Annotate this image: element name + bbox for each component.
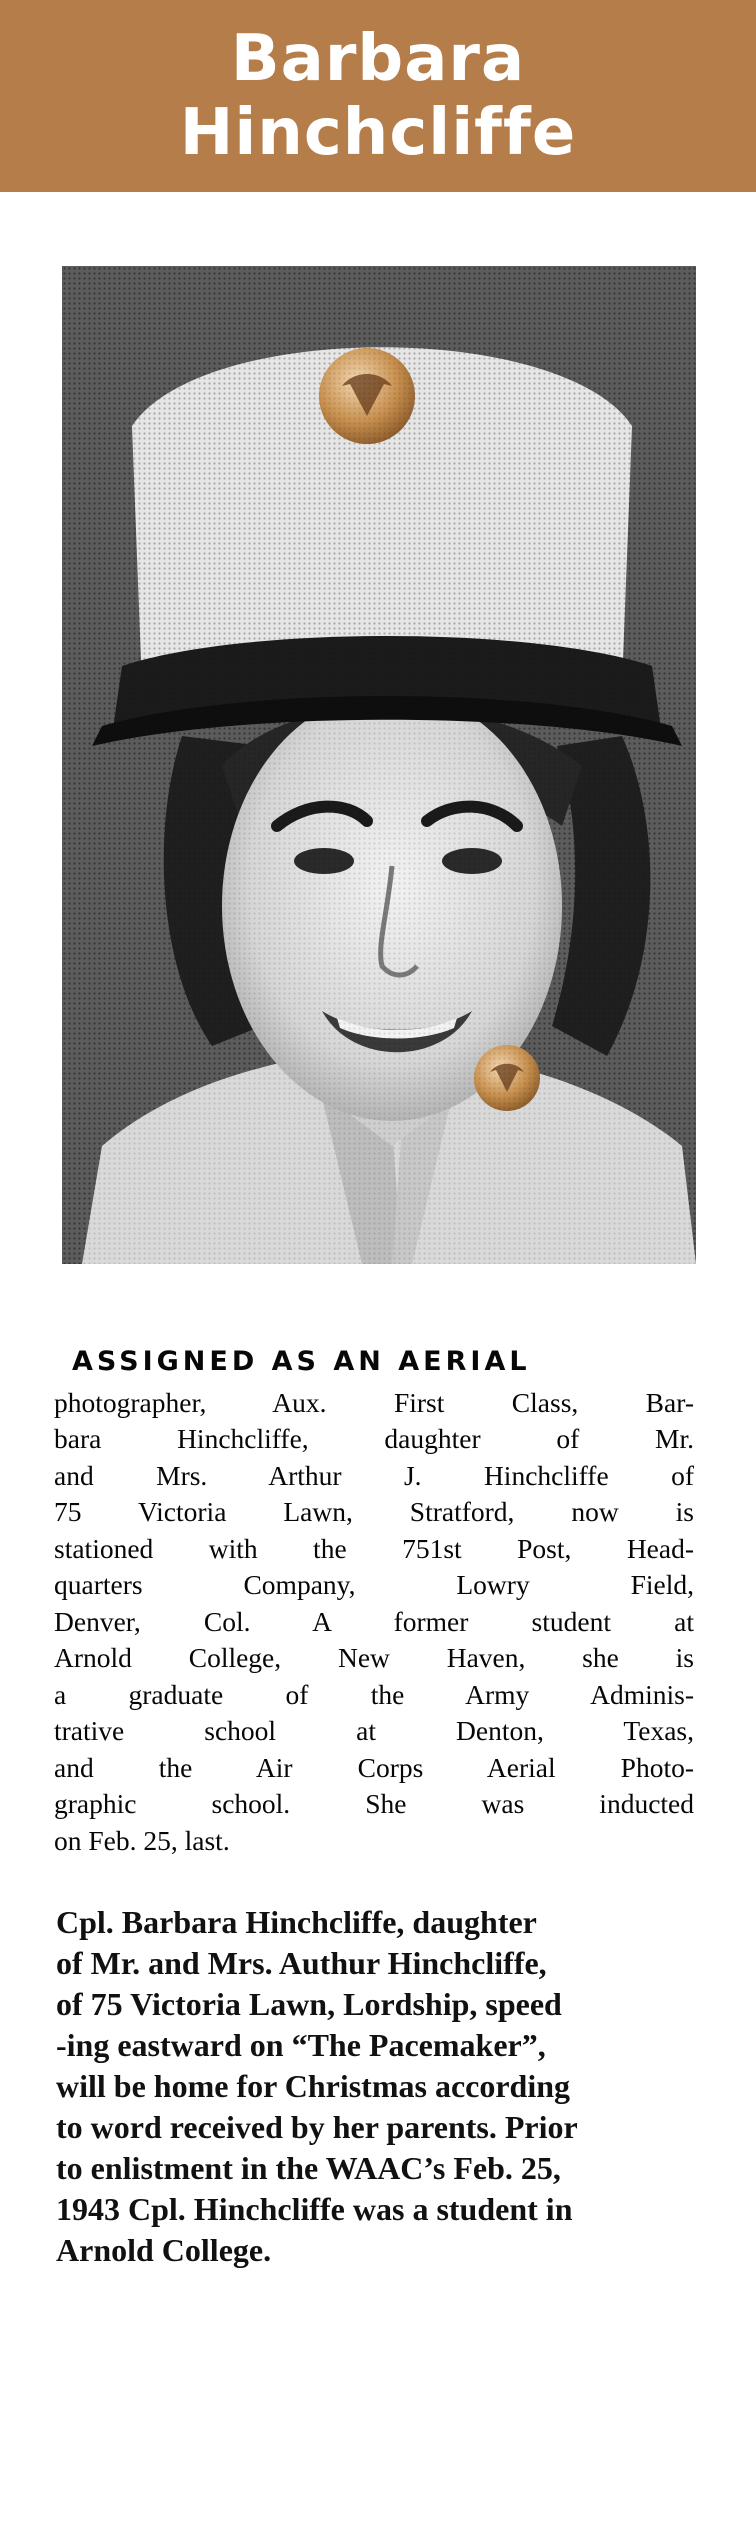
clipping-line: and Mrs. Arthur J. Hinchcliffe of — [54, 1459, 694, 1491]
clipping-line: on Feb. 25, last. — [54, 1824, 230, 1856]
note-line: to word received by her parents. Prior — [56, 2109, 578, 2145]
clipping-line: Denver, Col. A former student at — [54, 1605, 694, 1637]
clipping-line: photographer, Aux. First Class, Bar- — [54, 1386, 694, 1418]
clipping-line: Arnold College, New Haven, she is — [54, 1642, 694, 1673]
clipping-line: quarters Company, Lowry Field, — [54, 1569, 694, 1600]
note-line: 1943 Cpl. Hinchcliffe was a student in — [56, 2191, 573, 2227]
title-first-name: Barbara — [230, 22, 526, 96]
note-line: to enlistment in the WAAC’s Feb. 25, — [56, 2150, 561, 2186]
note-line: -ing eastward on “The Pacemaker”, — [56, 2027, 546, 2063]
clipping-line: graphic school. She was inducted — [54, 1788, 694, 1819]
title-banner — [0, 0, 756, 192]
title-last-name: Hinchcliffe — [179, 96, 577, 170]
note-line: of 75 Victoria Lawn, Lordship, speed — [56, 1986, 562, 2022]
portrait-photo — [62, 266, 696, 1264]
clipping-line: bara Hinchcliffe, daughter of Mr. — [54, 1423, 694, 1454]
clipping-headline: ASSIGNED AS AN AERIAL — [72, 1346, 531, 1377]
note-line: of Mr. and Mrs. Authur Hinchcliffe, — [56, 1945, 547, 1981]
clipping-line: stationed with the 751st Post, Head- — [54, 1532, 694, 1564]
clipping-line: 75 Victoria Lawn, Stratford, now is — [54, 1496, 694, 1527]
note-line: Arnold College. — [56, 2232, 272, 2268]
note-line: Cpl. Barbara Hinchcliffe, daughter — [56, 1904, 537, 1940]
clipping-line: trative school at Denton, Texas, — [54, 1715, 694, 1746]
clipping-line: a graduate of the Army Adminis- — [54, 1678, 694, 1710]
caption-note — [56, 1902, 716, 2271]
newspaper-clipping — [54, 1344, 694, 1890]
clipping-line: and the Air Corps Aerial Photo- — [54, 1751, 694, 1783]
note-line: will be home for Christmas according — [56, 2068, 571, 2104]
